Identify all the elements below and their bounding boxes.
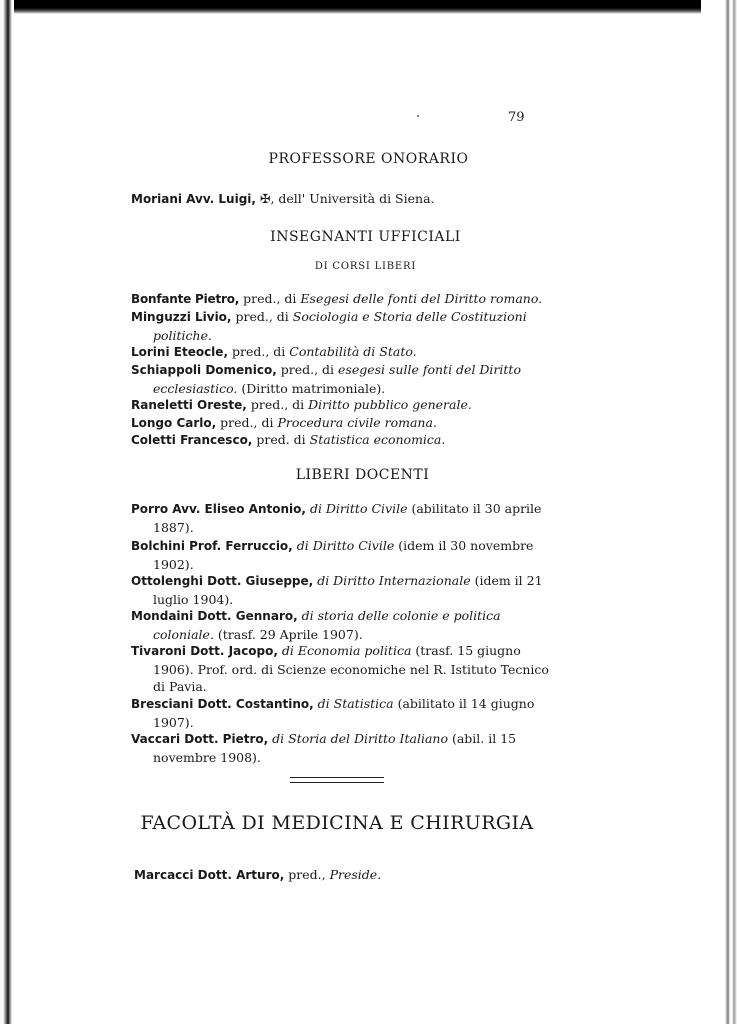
entry-subject: di Diritto Civile xyxy=(305,501,408,516)
entry-tivaroni xyxy=(131,642,563,696)
entry-subject: di Economia politica xyxy=(277,643,412,658)
entry-subject: Contabilità di Stato. xyxy=(289,344,417,359)
entry-name: Coletti Francesco, xyxy=(131,433,253,447)
entry-name: Bresciani Dott. Costantino, xyxy=(131,697,314,711)
entry-note: (trasf. 29 Aprile 1907). xyxy=(213,626,363,642)
entry-name: Bonfante Pietro, xyxy=(131,292,240,306)
entry-text: pred., di xyxy=(216,415,278,430)
entry-subject: di Diritto Internazionale xyxy=(313,573,471,588)
entry-note: (abilitato il 14 giugno 1907). xyxy=(153,696,535,730)
entry-note: (Diritto matrimoniale). xyxy=(237,380,386,396)
entry-subject: Esegesi delle fonti del Diritto romano. xyxy=(300,291,543,306)
section-subheading-corsi-liberi: DI CORSI LIBERI xyxy=(314,261,417,272)
entry-text: pred., di xyxy=(239,291,301,306)
entry-name: Porro Avv. Eliseo Antonio, xyxy=(131,502,306,516)
entry-name: Longo Carlo, xyxy=(131,416,217,430)
entry-minguzzi xyxy=(131,308,563,344)
entry-name: Lorini Eteocle, xyxy=(131,345,228,359)
entry-subject: di Statistica xyxy=(313,696,394,711)
entry-coletti xyxy=(131,431,563,450)
entry-subject: Diritto pubblico generale. xyxy=(308,397,472,412)
entry-name: Schiappoli Domenico, xyxy=(131,363,277,377)
scan-top-edge xyxy=(0,0,737,14)
entry-name: Tivaroni Dott. Jacopo, xyxy=(131,644,278,658)
entry-name: Moriani Avv. Luigi, xyxy=(131,192,256,206)
entry-text: pred., di xyxy=(228,344,290,359)
entry-note: (abil. il 15 novembre 1908). xyxy=(153,731,517,765)
entry-raneletti xyxy=(131,396,563,415)
scan-speck xyxy=(417,115,419,117)
entry-ottolenghi xyxy=(131,572,563,608)
entry-text: pred. di xyxy=(252,432,310,447)
section-divider xyxy=(290,777,384,783)
entry-mondaini xyxy=(131,607,563,643)
entry-name: Ottolenghi Dott. Giuseppe, xyxy=(131,574,314,588)
section-heading-liberi-docenti: LIBERI DOCENTI xyxy=(295,467,430,483)
section-heading-insegnanti-ufficiali: INSEGNANTI UFFICIALI xyxy=(270,229,461,245)
entry-text: pred., di xyxy=(231,309,293,324)
entry-name: Minguzzi Livio, xyxy=(131,310,232,324)
entry-longo xyxy=(131,414,563,433)
entry-name: Marcacci Dott. Arturo, xyxy=(134,868,285,882)
entry-text: , dell' Università di Siena. xyxy=(270,191,435,206)
entry-name: Mondaini Dott. Gennaro, xyxy=(131,609,298,623)
entry-subject: esegesi sulle fonti del Diritto ecclesiastico. xyxy=(153,362,521,396)
page-number: 79 xyxy=(508,110,525,125)
entry-name: Raneletti Oreste, xyxy=(131,398,247,412)
entry-note: (abilitato il 30 aprile 1887). xyxy=(153,501,542,535)
entry-subject: Sociologia e Storia delle Costituzioni politiche. xyxy=(153,309,527,343)
entry-subject: Preside. xyxy=(329,867,382,882)
entry-text: pred., di xyxy=(246,397,309,412)
section-heading-facolta-medicina: FACOLTÀ DI MEDICINA E CHIRURGIA xyxy=(140,812,534,834)
cross-symbol: ✠ xyxy=(259,191,271,206)
entry-note: (idem il 30 novembre 1902). xyxy=(153,538,534,572)
entry-bolchini xyxy=(131,537,563,573)
entry-name: Bolchini Prof. Ferruccio, xyxy=(131,539,293,553)
entry-text: pred., xyxy=(284,867,330,882)
entry-bonfante xyxy=(131,290,573,309)
entry-schiappoli xyxy=(131,361,563,397)
entry-marcacci xyxy=(134,866,544,885)
entry-moriani xyxy=(131,190,551,209)
entry-vaccari xyxy=(131,730,563,766)
section-heading-professore-onorario: PROFESSORE ONORARIO xyxy=(268,151,469,167)
entry-name: Vaccari Dott. Pietro, xyxy=(131,732,269,746)
entry-note: (idem il 21 luglio 1904). xyxy=(153,573,543,607)
entry-subject: Procedura civile romana. xyxy=(277,415,437,430)
entry-subject: di Storia del Diritto Italiano xyxy=(268,731,448,746)
entry-lorini xyxy=(131,343,563,362)
entry-note: (trasf. 15 giugno 1906). Prof. ord. di Scienze economiche nel R. Istituto Tecnico di Pavia. xyxy=(153,643,549,694)
entry-subject: di Diritto Civile xyxy=(292,538,395,553)
entry-subject: Statistica economica. xyxy=(309,432,446,447)
entry-text: pred., di xyxy=(276,362,339,377)
entry-bresciani xyxy=(131,695,563,731)
entry-subject: di storia delle colonie e politica coloniale. xyxy=(153,608,501,642)
entry-porro xyxy=(131,500,563,536)
